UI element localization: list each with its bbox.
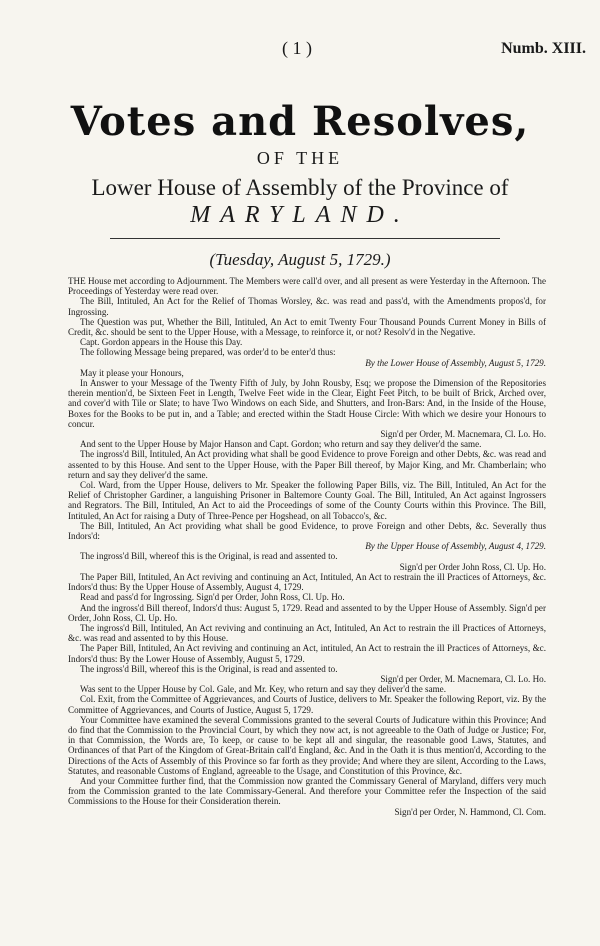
paragraph: The ingross'd Bill, Intituled, An Act providing what shall be good Evidence to prove Foreign and other Debts, &c. was read and assented to by this House. And sent to the Upper House, with the Paper Bill thereof, by Major King, and Mr. Chamberlain; who return and say they deliver'd the same. (68, 449, 546, 480)
session-date: (Tuesday, August 5, 1729.) (209, 250, 391, 269)
paragraph: And sent to the Upper House by Major Hanson and Capt. Gordon; who return and say they deliver'd the same. (80, 439, 482, 450)
paragraph: Col. Ward, from the Upper House, delivers to Mr. Speaker the following Paper Bills, viz. The Bill, Intituled, An Act for the Relief of Christopher Gardiner, a languishing Prisoner in Baltemore County Goal. The Bill, Intituled, An Act against Ingrossers and Regrators. The Bill, Intituled, An Act to aid the Proceedings of some of the County Courts within this Province. The Bill, Intituled, An Act for raising a Duty of Three-Pence per Hogshead, on all Tobacco's, &c. (68, 480, 546, 521)
paragraph: Col. Exit, from the Committee of Aggrievances, and Courts of Justice, delivers to Mr. Speaker the following Report, viz. By the Committee of Aggrievances, and Courts of Justice, August 5, 1729. (68, 694, 546, 715)
paragraph: THE House met according to Adjournment. The Members were call'd over, and all present as were Yesterday in the Afternoon. The Proceedings of Yesterday were read over. (68, 276, 546, 297)
paragraph: Sign'd per Order, M. Macnemara, Cl. Lo. Ho. (380, 429, 546, 440)
paragraph: In Answer to your Message of the Twenty Fifth of July, by John Rousby, Esq; we propose the Dimension of the Repositories therein mention'd, be Sixteen Feet in Length, Twelve Feet wide in the Clear, Eight Feet Pitch, to be built of Brick, Arched over, and cover'd with Tile or Slate; to have Two Windows on each Side, and Shutters, and Iron-Bars: And, in the Inside of the House, Boxes for the Books to be put in, and a Table; and erected within the Stadt House Circle: With which we desire your Honours to concur. (68, 378, 546, 429)
paragraph: And your Committee further find, that the Commission now granted the Commissary General of Maryland, differs very much from the Commission granted to the late Commissary-General. And therefore your Committee refer the Inspection of the said Commissions to the House for their Consideration therein. (68, 775, 546, 807)
paragraph: The ingross'd Bill, whereof this is the Original, is read and assented to. (80, 551, 338, 562)
paragraph: The Paper Bill, Intituled, An Act reviving and continuing an Act, Intituled, An Act to restrain the ill Practices of Attorneys, &c. Indors'd thus: By the Upper House of Assembly, August 4, 1729. (68, 571, 546, 593)
paragraph: By the Upper House of Assembly, August 4, 1729. (365, 541, 546, 552)
page-header (0, 38, 600, 62)
paragraph: Capt. Gordon appears in the House this Day. (80, 337, 243, 348)
paragraph: The Bill, Intituled, An Act providing what shall be good Evidence, to prove Foreign and other Debts, &c. Severally thus Indors'd: (68, 520, 546, 542)
paragraph: The ingross'd Bill, Intituled, An Act reviving and continuing an Act, Intituled, An Act to restrain the ill Practices of Attorneys, &c. was read and assented to by this House. (68, 622, 546, 644)
paragraph: The Bill, Intituled, An Act for the Relief of Thomas Worsley, &c. was read and pass'd, with the Amendments propos'd, for Ingrossing. (68, 296, 546, 317)
paragraph: The ingross'd Bill, whereof this is the Original, is read and assented to. (80, 663, 338, 674)
paragraph: Was sent to the Upper House by Col. Gale, and Mr. Key, who return and say they deliver'd the same. (80, 684, 446, 695)
province-name: MARYLAND. (190, 202, 410, 228)
paragraph: Read and pass'd for Ingrossing. Sign'd per Order, John Ross, Cl. Up. Ho. (80, 592, 345, 603)
paragraph: And the ingross'd Bill thereof, Indors'd thus: August 5, 1729. Read and assented to by the Upper House of Assembly. Sign'd per Order, John Ross, Cl. Up. Ho. (68, 602, 546, 623)
paragraph: Sign'd per Order, N. Hammond, Cl. Com. (394, 806, 546, 817)
paragraph: May it please your Honours, (80, 367, 184, 378)
assembly-subtitle: Lower House of Assembly of the Province of (91, 175, 509, 200)
page-number: ( 1 ) (282, 38, 312, 58)
proceedings-body (68, 276, 546, 817)
paragraph: The following Message being prepared, was order'd to be enter'd thus: (80, 347, 336, 358)
paragraph: The Question was put, Whether the Bill, Intituled, An Act to emit Twenty Four Thousand Pounds Current Money in Bills of Credit, &c. should be sent to the Upper House, with a Message, to reinforce it, or not? Resolv'd in the Negative. (68, 316, 546, 338)
divider-rule (110, 238, 500, 239)
paragraph: The Paper Bill, Intituled, An Act reviving and continuing an Act, intituled, An Act to restrain the ill Practices of Attorneys, &c. Indors'd thus: By the Lower House of Assembly, August 5, 1729. (68, 643, 546, 664)
paragraph: By the Lower House of Assembly, August 5, 1729. (365, 357, 546, 368)
document-title: Votes and Resolves, (70, 98, 530, 145)
paragraph: Your Committee have examined the several Commissions granted to the several Courts of Judicature within this Province; And do find that the Commission to the Provincial Court, by which they now act, is not agreeable to the Oath of Judge or Justice; For, in that Commission, the Words are, To keep, or cause to be kept all and singular, the reasonable good Laws, Statutes, and Ordinances of that Part of the Kingdom of Great-Britain call'd England, &c. And in the Oath it is thus mention'd, According to the Directions of the Acts of Assembly of this Province so far forth as they provide; And where they are silent, According to the Laws, Statutes, and reasonable Customs of England, agreeable to the Usage, and Constitution of this Province, &c. (68, 714, 546, 776)
paragraph: Sign'd per Order, M. Macnemara, Cl. Lo. Ho. (380, 673, 546, 684)
issue-number: Numb. XIII. (501, 40, 586, 57)
paragraph: Sign'd per Order John Ross, Cl. Up. Ho. (399, 561, 546, 572)
of-the-line: OF THE (256, 148, 344, 168)
